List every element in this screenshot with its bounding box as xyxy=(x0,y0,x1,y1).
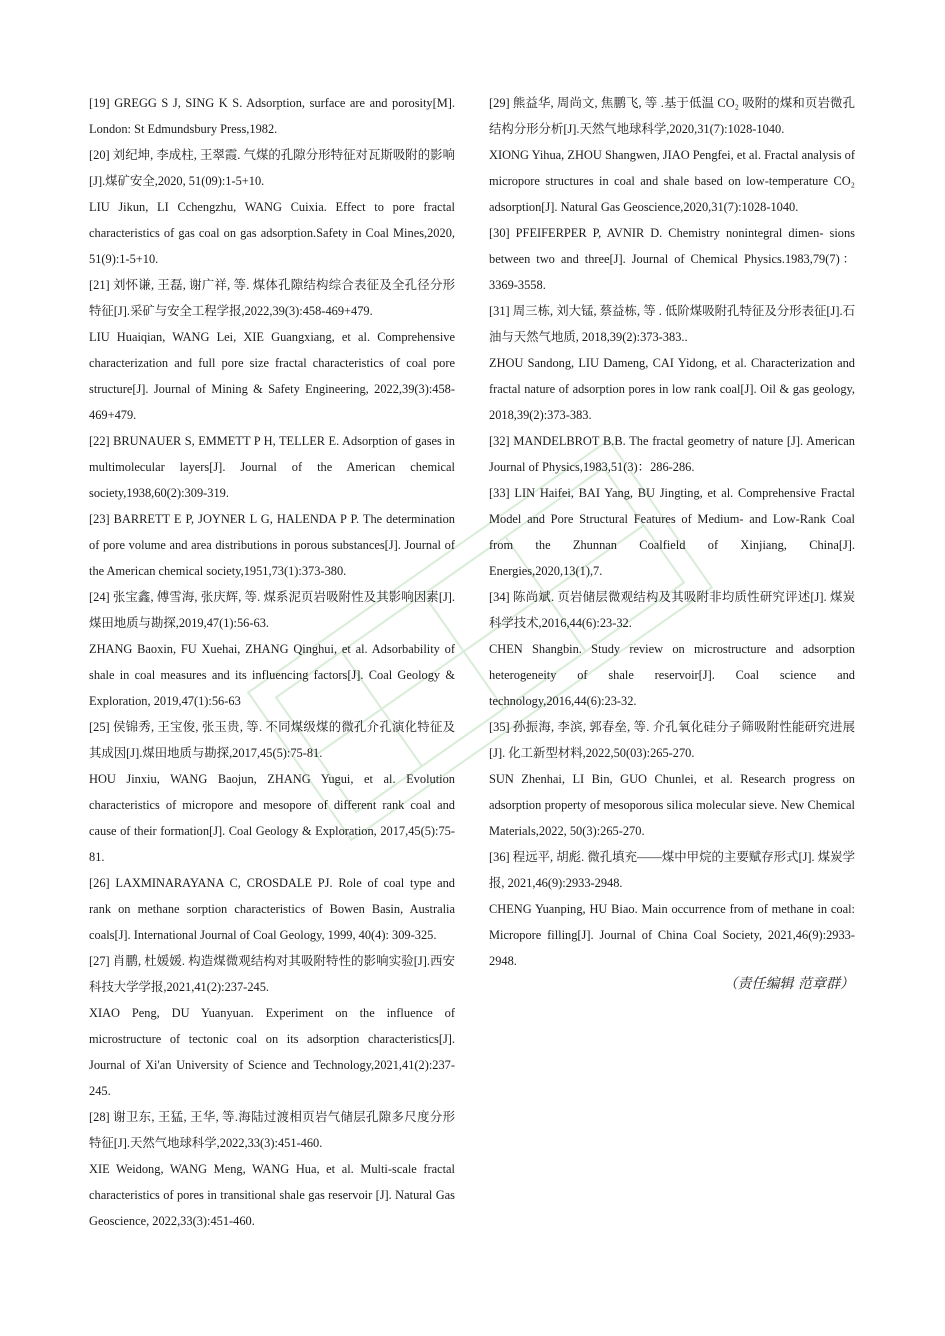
reference-entry: [29] 熊益华, 周尚文, 焦鹏飞, 等 .基于低温 CO₂ 吸附的煤和页岩微孔结构分形分析[J].天然气地球科学,2020,31(7):1028-1040. xyxy=(489,96,855,136)
reference-entry: CHENG Yuanping, HU Biao. Main occurrence from of methane in coal: Micropore filling[J]. Journal of China Coal Society, 2021,46(9):2933-2948. xyxy=(489,902,855,968)
reference-entry: [34] 陈尚斌. 页岩储层微观结构及其吸附非均质性研究评述[J]. 煤炭科学技术,2016,44(6):23-32. xyxy=(489,590,855,630)
reference-entry: [31] 周三栋, 刘大锰, 蔡益栋, 等 . 低阶煤吸附孔特征及分形表征[J].石油与天然气地质, 2018,39(2):373-383.. xyxy=(489,304,855,344)
reference-entry: [22] BRUNAUER S, EMMETT P H, TELLER E. Adsorption of gases in multimolecular layers[J]. Journal of the American chemical society,1938,60(2):309-319. xyxy=(89,434,455,500)
reference-entry: LIU Jikun, LI Cchengzhu, WANG Cuixia. Effect to pore fractal characteristics of gas coal on gas adsorption.Safety in Coal Mines,2020, 51(9):1-5+10. xyxy=(89,200,455,266)
reference-entry: [28] 谢卫东, 王猛, 王华, 等.海陆过渡相页岩气储层孔隙多尺度分形特征[J].天然气地球科学,2022,33(3):451-460. xyxy=(89,1110,455,1150)
reference-entry: [33] LIN Haifei, BAI Yang, BU Jingting, et al. Comprehensive Fractal Model and Pore Structural Features of Medium- and Low-Rank Coal from the Zhunnan Coalfield of Xinjiang, China[J]. Energies,2020,13(1),7. xyxy=(489,486,855,578)
responsible-editor-note: （责任编辑 范章群） xyxy=(723,976,854,992)
references-right-column xyxy=(489,90,855,974)
reference-entry: [26] LAXMINARAYANA C, CROSDALE PJ. Role of coal type and rank on methane sorption characteristics of Bowen Basin, Australia coals[J]. International Journal of Coal Geology, 1999, 40(4): 309-325. xyxy=(89,876,455,942)
reference-entry: [36] 程远平, 胡彪. 微孔填充——煤中甲烷的主要赋存形式[J]. 煤炭学报, 2021,46(9):2933-2948. xyxy=(489,850,855,890)
reference-entry: [32] MANDELBROT B.B. The fractal geometry of nature [J]. American Journal of Physics,1983,51(3)：286-286. xyxy=(489,434,855,474)
reference-entry: CHEN Shangbin. Study review on microstructure and adsorption heterogeneity of shale reservoir[J]. Coal science and technology,2016,44(6):23-32. xyxy=(489,642,855,708)
reference-entry: [21] 刘怀谦, 王磊, 谢广祥, 等. 煤体孔隙结构综合表征及全孔径分形特征[J].采矿与安全工程学报,2022,39(3):458-469+479. xyxy=(89,278,455,318)
reference-entry: [19] GREGG S J, SING K S. Adsorption, surface are and porosity[M]. London: St Edmundsbury Press,1982. xyxy=(89,96,455,136)
references-left-column xyxy=(89,90,455,1234)
reference-entry: XIONG Yihua, ZHOU Shangwen, JIAO Pengfei, et al. Fractal analysis of micropore structures in coal and shale based on low-temperature CO₂ adsorption[J]. Natural Gas Geoscience,2020,31(7):1028-1040. xyxy=(489,148,855,214)
reference-entry: [20] 刘纪坤, 李成柱, 王翠霞. 气煤的孔隙分形特征对瓦斯吸附的影响[J].煤矿安全,2020, 51(09):1-5+10. xyxy=(89,148,455,188)
reference-entry: [27] 肖鹏, 杜媛媛. 构造煤微观结构对其吸附特性的影响实验[J].西安科技大学学报,2021,41(2):237-245. xyxy=(89,954,455,994)
reference-entry: HOU Jinxiu, WANG Baojun, ZHANG Yugui, et al. Evolution characteristics of micropore and mesopore of different rank coal and cause of their formation[J]. Coal Geology & Exploration, 2017,45(5):75-81. xyxy=(89,772,455,864)
reference-entry: [25] 侯锦秀, 王宝俊, 张玉贵, 等. 不同煤级煤的微孔介孔演化特征及其成因[J].煤田地质与勘探,2017,45(5):75-81. xyxy=(89,720,455,760)
reference-entry: ZHOU Sandong, LIU Dameng, CAI Yidong, et al. Characterization and fractal nature of adsorption pores in low rank coal[J]. Oil & gas geology, 2018,39(2):373-383. xyxy=(489,356,855,422)
reference-entry: SUN Zhenhai, LI Bin, GUO Chunlei, et al. Research progress on adsorption property of mesoporous silica molecular sieve. New Chemical Materials,2022, 50(3):265-270. xyxy=(489,772,855,838)
reference-entry: XIE Weidong, WANG Meng, WANG Hua, et al. Multi-scale fractal characteristics of pores in transitional shale gas reservoir [J]. Natural Gas Geoscience, 2022,33(3):451-460. xyxy=(89,1162,455,1228)
reference-entry: [35] 孙振海, 李滨, 郭春垒, 等. 介孔氧化硅分子筛吸附性能研究进展[J]. 化工新型材料,2022,50(03):265-270. xyxy=(489,720,855,760)
reference-entry: [24] 张宝鑫, 傅雪海, 张庆辉, 等. 煤系泥页岩吸附性及其影响因素[J].煤田地质与勘探,2019,47(1):56-63. xyxy=(89,590,455,630)
reference-entry: LIU Huaiqian, WANG Lei, XIE Guangxiang, et al. Comprehensive characterization and full pore size fractal characteristics of coal pore structure[J]. Journal of Mining & Safety Engineering, 2022,39(3):458-469+479. xyxy=(89,330,455,422)
reference-entry: ZHANG Baoxin, FU Xuehai, ZHANG Qinghui, et al. Adsorbability of shale in coal measures and its influencing factors[J]. Coal Geology & Exploration, 2019,47(1):56-63 xyxy=(89,642,455,708)
reference-entry: XIAO Peng, DU Yuanyuan. Experiment on the influence of microstructure of tectonic coal on its adsorption characteristics[J]. Journal of Xi'an University of Science and Technology,2021,41(2):237-245. xyxy=(89,1006,455,1098)
reference-entry: [23] BARRETT E P, JOYNER L G, HALENDA P P. The determination of pore volume and area distributions in porous substances[J]. Journal of the American chemical society,1951,73(1):373-380. xyxy=(89,512,455,578)
reference-entry: [30] PFEIFERPER P, AVNIR D. Chemistry nonintegral dimen‑ sions between two and three[J]. Journal of Chemical Physics.1983,79(7)：3369-3558. xyxy=(489,226,855,292)
